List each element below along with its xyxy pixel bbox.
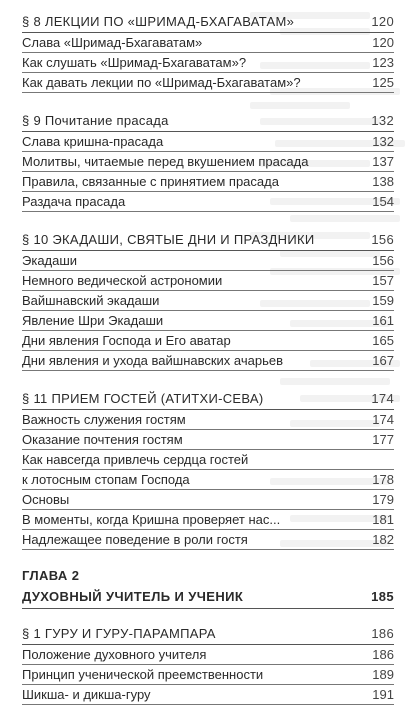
table-of-contents bbox=[22, 9, 394, 705]
page-number: 182 bbox=[372, 532, 394, 547]
toc-entry[interactable] bbox=[22, 410, 394, 430]
page-number: 120 bbox=[371, 14, 394, 29]
toc-entry[interactable] bbox=[22, 450, 394, 470]
entry-title: Раздача прасада bbox=[22, 194, 126, 209]
entry-title: Основы bbox=[22, 492, 70, 507]
entry-title: Слава «Шримад-Бхагаватам» bbox=[22, 35, 203, 50]
section-title: § 1 ГУРУ И ГУРУ-ПАРАМПАРА bbox=[22, 626, 216, 641]
entry-title: Положение духовного учителя bbox=[22, 647, 207, 662]
page-number: 156 bbox=[371, 232, 394, 247]
entry-title: Молитвы, читаемые перед вкушением прасада bbox=[22, 154, 309, 169]
entry-title: Оказание почтения гостям bbox=[22, 432, 183, 447]
section-heading[interactable] bbox=[22, 621, 394, 645]
section-1 bbox=[22, 621, 394, 705]
page-number: 178 bbox=[372, 472, 394, 487]
entry-title: Как навсегда привлечь сердца гостей bbox=[22, 452, 249, 467]
toc-entry[interactable] bbox=[22, 685, 394, 705]
page-number: 138 bbox=[372, 174, 394, 189]
page-number: 186 bbox=[372, 647, 394, 662]
page-number: 137 bbox=[372, 154, 394, 169]
toc-entry[interactable] bbox=[22, 132, 394, 152]
section-10 bbox=[22, 227, 394, 371]
page-number: 159 bbox=[372, 293, 394, 308]
section-title: § 9 Почитание прасада bbox=[22, 113, 169, 128]
toc-entry[interactable] bbox=[22, 351, 394, 371]
page-number: 174 bbox=[371, 391, 394, 406]
chapter-2 bbox=[22, 564, 394, 609]
toc-entry[interactable] bbox=[22, 510, 394, 530]
toc-entry[interactable] bbox=[22, 291, 394, 311]
page-number: 132 bbox=[371, 113, 394, 128]
toc-entry[interactable] bbox=[22, 172, 394, 192]
page-number: 174 bbox=[372, 412, 394, 427]
section-title: § 10 ЭКАДАШИ, СВЯТЫЕ ДНИ И ПРАЗДНИКИ bbox=[22, 232, 315, 247]
page-number: 157 bbox=[372, 273, 394, 288]
toc-entry[interactable] bbox=[22, 470, 394, 490]
entry-title: Надлежащее поведение в роли гостя bbox=[22, 532, 248, 547]
entry-title: к лотосным стопам Господа bbox=[22, 472, 190, 487]
chapter-title: ДУХОВНЫЙ УЧИТЕЛЬ И УЧЕНИК bbox=[22, 589, 244, 604]
page-number: 186 bbox=[371, 626, 394, 641]
toc-entry[interactable] bbox=[22, 490, 394, 510]
page-number: 167 bbox=[372, 353, 394, 368]
page-number: 154 bbox=[372, 194, 394, 209]
entry-title: Важность служения гостям bbox=[22, 412, 186, 427]
section-8 bbox=[22, 9, 394, 93]
entry-title: Дни явления и ухода вайшнавских ачарьев bbox=[22, 353, 284, 368]
toc-entry[interactable] bbox=[22, 430, 394, 450]
page-number: 181 bbox=[372, 512, 394, 527]
page-number: 185 bbox=[371, 589, 394, 604]
section-title: § 11 ПРИЕМ ГОСТЕЙ (АТИТХИ-СЕВА) bbox=[22, 391, 264, 406]
entry-title: Экадаши bbox=[22, 253, 78, 268]
toc-entry[interactable] bbox=[22, 192, 394, 212]
section-11 bbox=[22, 386, 394, 550]
toc-entry[interactable] bbox=[22, 152, 394, 172]
page-number: 165 bbox=[372, 333, 394, 348]
page-number: 125 bbox=[372, 75, 394, 90]
toc-entry[interactable] bbox=[22, 271, 394, 291]
entry-title: Дни явления Господа и Его аватар bbox=[22, 333, 231, 348]
toc-entry[interactable] bbox=[22, 53, 394, 73]
entry-title: Слава кришна-прасада bbox=[22, 134, 164, 149]
section-9 bbox=[22, 108, 394, 212]
entry-title: Как давать лекции по «Шримад-Бхагаватам»? bbox=[22, 75, 301, 90]
page-number: 179 bbox=[372, 492, 394, 507]
section-title: § 8 ЛЕКЦИИ ПО «ШРИМАД-БХАГАВАТАМ» bbox=[22, 14, 295, 29]
page-number: 120 bbox=[372, 35, 394, 50]
toc-entry[interactable] bbox=[22, 73, 394, 93]
section-heading[interactable] bbox=[22, 9, 394, 33]
toc-entry[interactable] bbox=[22, 331, 394, 351]
entry-title: Как слушать «Шримад-Бхагаватам»? bbox=[22, 55, 247, 70]
section-heading[interactable] bbox=[22, 227, 394, 251]
page-number: 189 bbox=[372, 667, 394, 682]
page-number: 132 bbox=[372, 134, 394, 149]
page-number: 191 bbox=[372, 687, 394, 702]
toc-entry[interactable] bbox=[22, 251, 394, 271]
chapter-number: ГЛАВА 2 bbox=[22, 568, 80, 583]
entry-title: Правила, связанные с принятием прасада bbox=[22, 174, 279, 189]
section-heading[interactable] bbox=[22, 386, 394, 410]
toc-entry[interactable] bbox=[22, 311, 394, 331]
toc-entry[interactable] bbox=[22, 33, 394, 53]
page-number: 123 bbox=[372, 55, 394, 70]
toc-entry[interactable] bbox=[22, 530, 394, 550]
entry-title: В моменты, когда Кришна проверяет нас... bbox=[22, 512, 281, 527]
entry-title: Явление Шри Экадаши bbox=[22, 313, 164, 328]
toc-entry[interactable] bbox=[22, 665, 394, 685]
page-number: 156 bbox=[372, 253, 394, 268]
entry-title: Немного ведической астрономии bbox=[22, 273, 223, 288]
toc-entry[interactable] bbox=[22, 645, 394, 665]
chapter-heading[interactable] bbox=[22, 586, 394, 609]
entry-title: Принцип ученической преемственности bbox=[22, 667, 264, 682]
page-number: 177 bbox=[372, 432, 394, 447]
page-number: 161 bbox=[372, 313, 394, 328]
section-heading[interactable] bbox=[22, 108, 394, 132]
entry-title: Вайшнавский экадаши bbox=[22, 293, 160, 308]
entry-title: Шикша- и дикша-гуру bbox=[22, 687, 151, 702]
